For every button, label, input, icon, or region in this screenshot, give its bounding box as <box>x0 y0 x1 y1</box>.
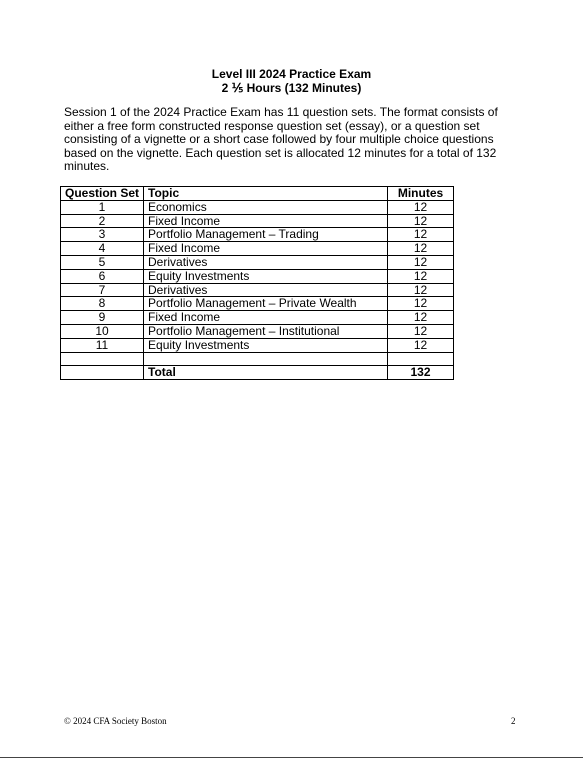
header-topic: Topic <box>144 187 388 201</box>
minutes-cell: 12 <box>388 338 454 352</box>
question-set-number: 2 <box>61 214 144 228</box>
minutes-cell: 12 <box>388 255 454 269</box>
topic-cell: Fixed Income <box>144 242 388 256</box>
blank-cell <box>61 352 144 366</box>
intro-paragraph: Session 1 of the 2024 Practice Exam has 11 question sets. The format consists of either a free form constructed response question set (essay), or a question set consisting of a vignette or a short case followed by four multiple choice questions based on the vignette. Each question set is allocated 12 minutes for a total of 132 minutes. <box>64 105 498 174</box>
total-minutes: 132 <box>388 366 454 380</box>
topic-cell: Derivatives <box>144 283 388 297</box>
minutes-cell: 12 <box>388 200 454 214</box>
table-row <box>61 311 454 325</box>
blank-cell <box>61 366 144 380</box>
header-question-set: Question Set <box>61 187 144 201</box>
topic-cell: Fixed Income <box>144 311 388 325</box>
table-row <box>61 324 454 338</box>
total-label: Total <box>144 366 388 380</box>
question-set-number: 8 <box>61 297 144 311</box>
question-set-number: 4 <box>61 242 144 256</box>
minutes-cell: 12 <box>388 214 454 228</box>
header-minutes: Minutes <box>388 187 454 201</box>
table-row <box>61 255 454 269</box>
table-row <box>61 242 454 256</box>
topic-cell: Portfolio Management – Institutional <box>144 324 388 338</box>
minutes-cell: 12 <box>388 283 454 297</box>
topic-cell: Economics <box>144 200 388 214</box>
question-set-number: 9 <box>61 311 144 325</box>
topic-cell: Portfolio Management – Trading <box>144 228 388 242</box>
page-number: 2 <box>511 716 516 726</box>
question-set-number: 7 <box>61 283 144 297</box>
topic-cell: Portfolio Management – Private Wealth <box>144 297 388 311</box>
topic-cell: Fixed Income <box>144 214 388 228</box>
blank-cell <box>144 352 388 366</box>
exam-duration: 2 ⅕ Hours (132 Minutes) <box>221 81 362 95</box>
minutes-cell: 12 <box>388 324 454 338</box>
blank-cell <box>388 352 454 366</box>
minutes-cell: 12 <box>388 269 454 283</box>
table-row <box>61 200 454 214</box>
exam-title: Level III 2024 Practice Exam <box>211 67 372 81</box>
table-blank-row <box>61 352 454 366</box>
question-set-number: 5 <box>61 255 144 269</box>
footer-copyright: © 2024 CFA Society Boston <box>64 716 167 726</box>
minutes-cell: 12 <box>388 228 454 242</box>
topic-cell: Equity Investments <box>144 338 388 352</box>
minutes-cell: 12 <box>388 297 454 311</box>
question-set-number: 6 <box>61 269 144 283</box>
question-set-number: 1 <box>61 200 144 214</box>
minutes-cell: 12 <box>388 311 454 325</box>
minutes-cell: 12 <box>388 242 454 256</box>
question-set-number: 11 <box>61 338 144 352</box>
table-row <box>61 338 454 352</box>
table-row <box>61 297 454 311</box>
question-set-number: 3 <box>61 228 144 242</box>
question-set-number: 10 <box>61 324 144 338</box>
table-row <box>61 228 454 242</box>
question-set-table <box>60 186 454 380</box>
table-total-row <box>61 366 454 380</box>
page-title <box>0 67 583 95</box>
table-header-row <box>61 187 454 201</box>
page-edge-divider <box>0 757 583 758</box>
topic-cell: Equity Investments <box>144 269 388 283</box>
table-row <box>61 269 454 283</box>
topic-cell: Derivatives <box>144 255 388 269</box>
table-row <box>61 214 454 228</box>
table-row <box>61 283 454 297</box>
